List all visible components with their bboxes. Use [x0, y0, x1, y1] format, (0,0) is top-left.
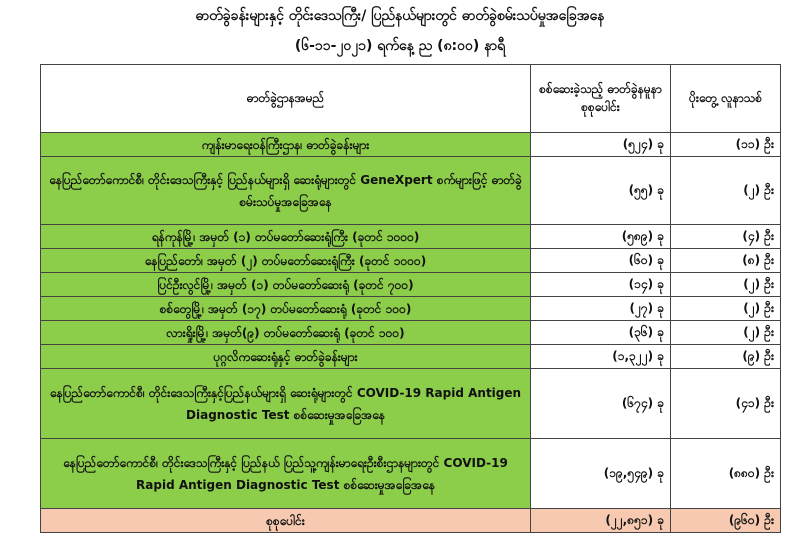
- positive-cell: (၈) ဦး: [671, 249, 781, 273]
- tested-cell: (၅၂၄) ခု: [531, 133, 671, 157]
- lab-name-cell: နေပြည်တော်ကောင်စီ၊ တိုင်းဒေသကြီးနှင့် ပြည်နယ် ပြည်သူ့ကျန်းမာရေးဦးစီးဌာနများတွင် COVID-19 Rapid Antigen Diagnostic Test စစ်ဆေးမှုအခြေအနေ: [41, 439, 531, 509]
- lab-name-cell: နေပြည်တော်၊ အမှတ် (၂) တပ်မတော်ဆေးရုံကြီး (ခုတင် ၁၀၀၀): [41, 249, 531, 273]
- table-row: [41, 157, 781, 225]
- positive-cell: (၄) ဦး: [671, 225, 781, 249]
- lab-name-cell: လားရှိုးမြို့၊ အမှတ်(၉) တပ်မတော်ဆေးရုံ (ခုတင် ၁၀၀): [41, 321, 531, 345]
- table-row: [41, 133, 781, 157]
- lab-name-cell: နေပြည်တော်ကောင်စီ၊ တိုင်းဒေသကြီးနှင့်ပြည်နယ်များရှိ ဆေးရုံများတွင် COVID-19 Rapid Antigen Diagnostic Test စစ်ဆေးမှုအခြေအနေ: [41, 369, 531, 439]
- total-tested: (၂၂,၈၅၁) ခု: [531, 509, 671, 533]
- tested-cell: (၁၄) ခု: [531, 273, 671, 297]
- positive-cell: (၉) ဦး: [671, 345, 781, 369]
- lab-name-cell: ပြင်ဦးလွင်မြို့၊ အမှတ် (၁) တပ်မတော်ဆေးရုံ (ခုတင် ၇၀၀): [41, 273, 531, 297]
- table-row: [41, 273, 781, 297]
- table-row: [41, 321, 781, 345]
- lab-name-cell: စစ်တွေမြို့၊ အမှတ် (၁၇) တပ်မတော်ဆေးရုံ (ခုတင် ၁၀၀): [41, 297, 531, 321]
- total-positive: (၉၆၀) ဦး: [671, 509, 781, 533]
- total-row: [41, 509, 781, 533]
- tested-cell: (၁၉,၅၄၉) ခု: [531, 439, 671, 509]
- table-row: [41, 225, 781, 249]
- positive-cell: (၄၁) ဦး: [671, 369, 781, 439]
- positive-cell: (၈၈၀) ဦး: [671, 439, 781, 509]
- lab-name-cell: ကျန်းမာရေးဝန်ကြီးဌာန၊ ဓာတ်ခွဲခန်းများ: [41, 133, 531, 157]
- report-date: (၆-၁၁-၂၀၂၁) ရက်နေ့ ည (၈:၀၀) နာရီ: [294, 38, 506, 54]
- lab-name-cell: ပုဂ္ဂလိကဆေးရုံနှင့် ဓာတ်ခွဲခန်းများ: [41, 345, 531, 369]
- tested-cell: (၅၈၉) ခု: [531, 225, 671, 249]
- tested-cell: (၆၇၄) ခု: [531, 369, 671, 439]
- positive-cell: (၂) ဦး: [671, 273, 781, 297]
- positive-cell: (၂) ဦး: [671, 297, 781, 321]
- positive-cell: (၂) ဦး: [671, 321, 781, 345]
- tested-cell: (၂၇) ခု: [531, 297, 671, 321]
- table-row: [41, 345, 781, 369]
- lab-name-cell: ရန်ကုန်မြို့၊ အမှတ် (၁) တပ်မတော်ဆေးရုံကြီး (ခုတင် ၁၀၀၀): [41, 225, 531, 249]
- tested-cell: (၃၆) ခု: [531, 321, 671, 345]
- table-row: [41, 439, 781, 509]
- header-tested: စစ်ဆေးခဲ့သည့် ဓာတ်ခွဲနမူနာ စုစုပေါင်း: [531, 65, 671, 133]
- table-row: [41, 369, 781, 439]
- table-row: [41, 297, 781, 321]
- report-title: ဓာတ်ခွဲခန်းများနှင့် တိုင်းဒေသကြီး/ ပြည်နယ်များတွင် ဓာတ်ခွဲစမ်းသပ်မှုအခြေအနေ: [195, 8, 605, 24]
- positive-cell: (၂) ဦး: [671, 157, 781, 225]
- lab-name-cell: နေပြည်တော်ကောင်စီ၊ တိုင်းဒေသကြီးနှင့် ပြည်နယ်များရှိ ဆေးရုံများတွင် GeneXpert စက်များဖြင့် ဓာတ်ခွဲစမ်းသပ်မှုအခြေအနေ: [41, 157, 531, 225]
- tested-cell: (၅၅) ခု: [531, 157, 671, 225]
- total-label: စုစုပေါင်း: [41, 509, 531, 533]
- table-row: [41, 249, 781, 273]
- header-positive: ပိုးတွေ့ လူနာသစ်: [671, 65, 781, 133]
- tested-cell: (၆၀) ခု: [531, 249, 671, 273]
- header-row: [41, 65, 781, 133]
- lab-testing-table: [40, 64, 781, 533]
- positive-cell: (၁၁) ဦး: [671, 133, 781, 157]
- header-lab-name: ဓာတ်ခွဲဌာနအမည်: [41, 65, 531, 133]
- tested-cell: (၁,၃၂၂) ခု: [531, 345, 671, 369]
